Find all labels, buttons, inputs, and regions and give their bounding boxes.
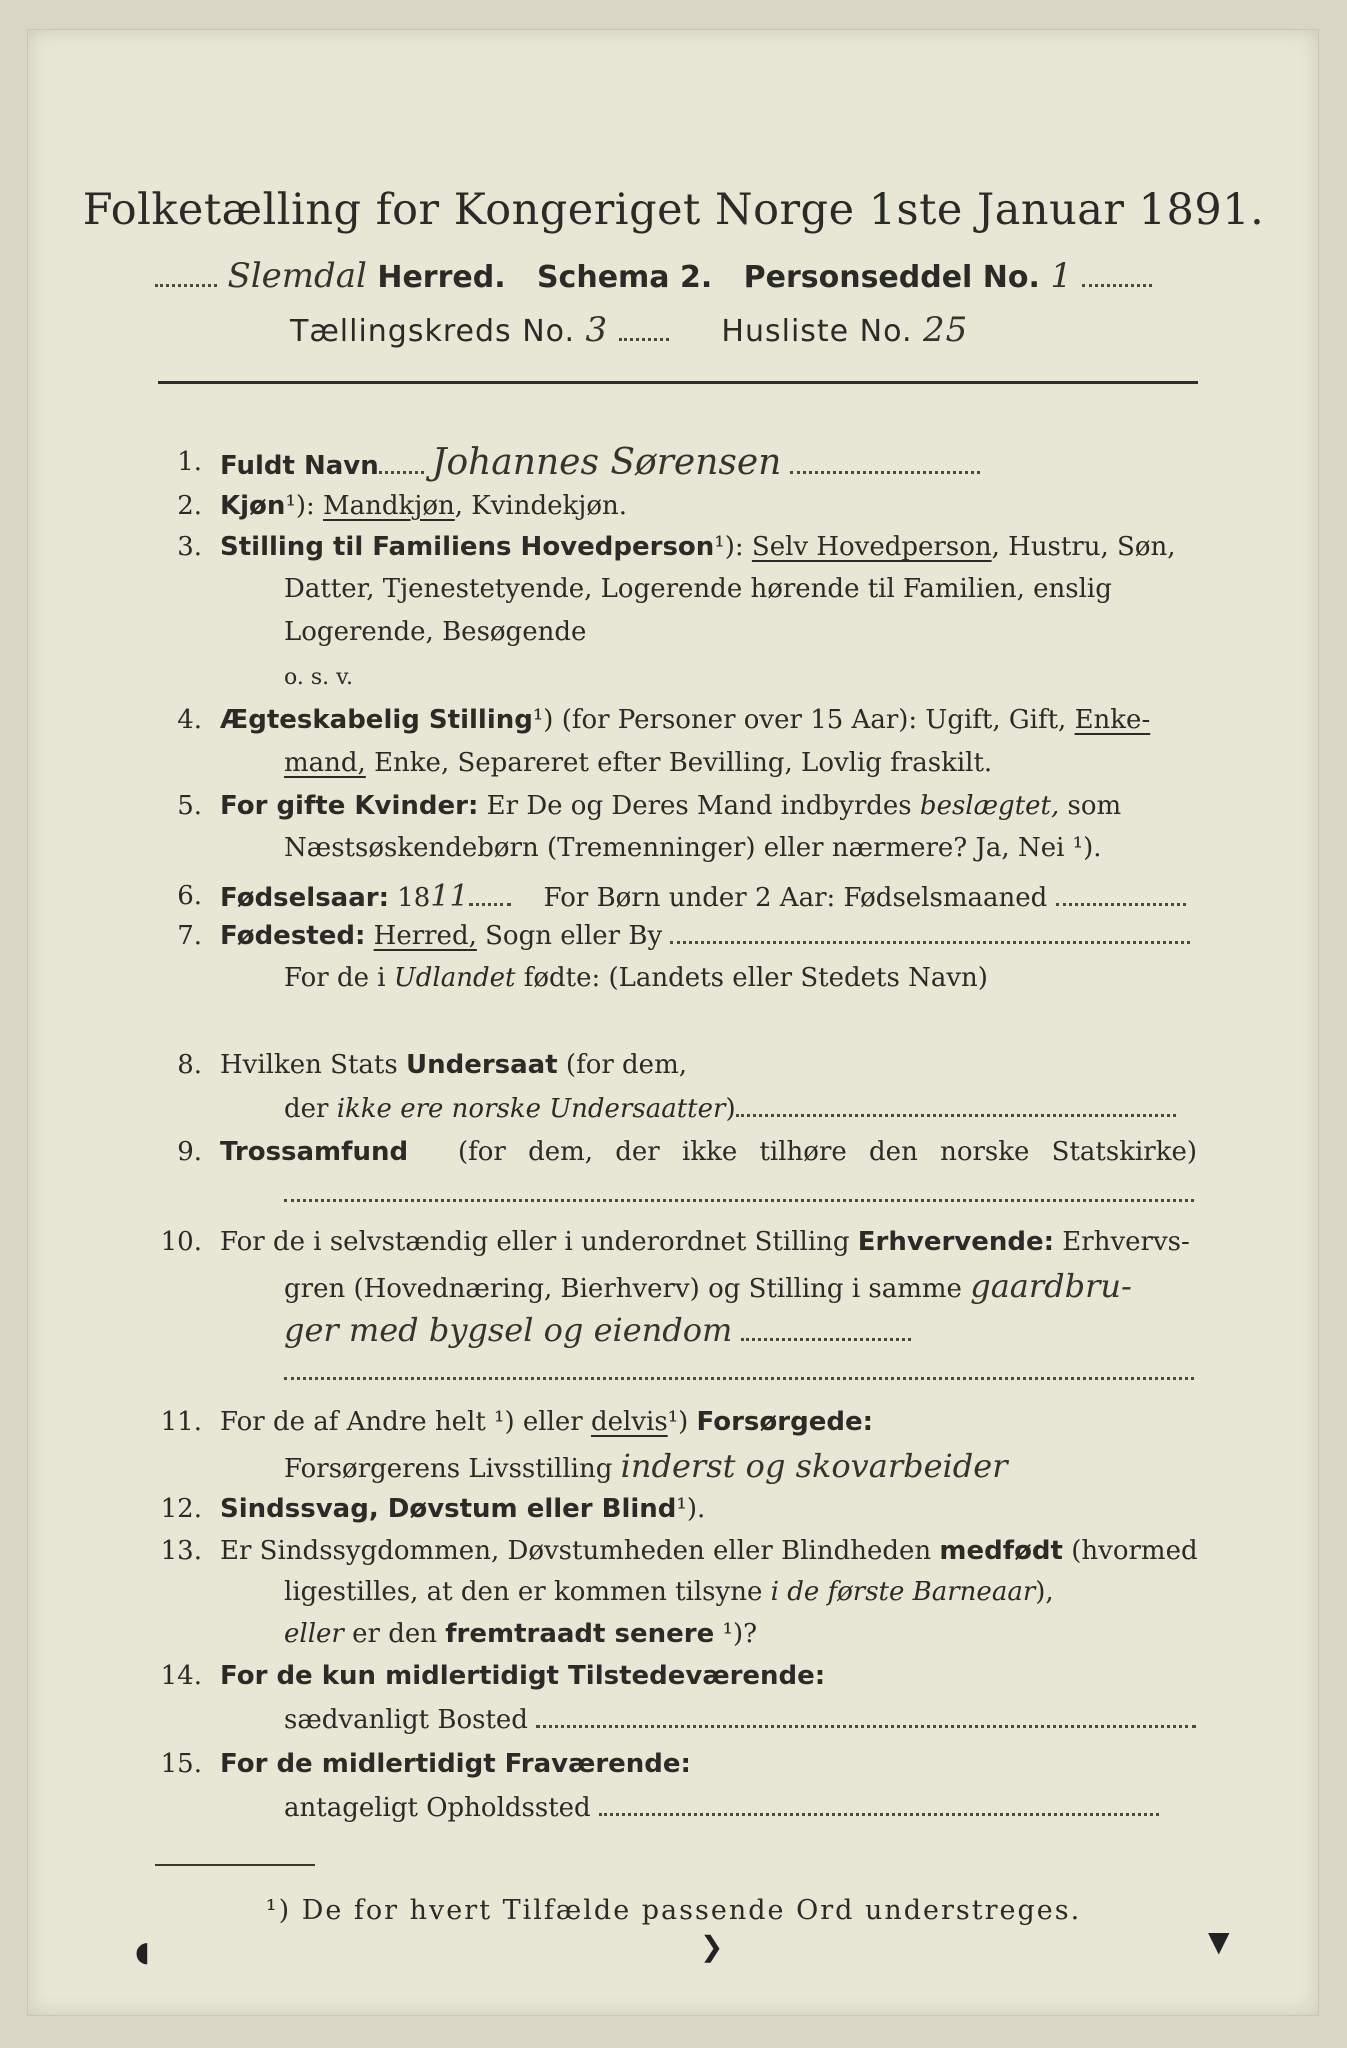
header-rule (158, 381, 1198, 384)
item-number: 9. (177, 1137, 202, 1167)
personseddel-no: 1 (1050, 256, 1072, 296)
dotted-leader (284, 1198, 1194, 1202)
item-text: For Børn under 2 Aar: Fødselsmaaned (543, 883, 1048, 913)
item-11-line-2 (284, 1444, 1197, 1492)
item-10-line-2 (284, 1264, 1197, 1312)
option: Kvindekjøn. (471, 491, 627, 521)
item-text: fødte: (Landets eller Stedets Navn) (523, 963, 988, 993)
item-text: (for dem, (565, 1050, 687, 1080)
footnote-ref: ¹) (667, 1407, 689, 1437)
dotted-leader (379, 470, 424, 474)
item-number: 7. (177, 921, 202, 951)
footnote-ref: ¹). (676, 1494, 706, 1524)
item-text: er den (352, 1619, 437, 1649)
option-selected: mand, (284, 748, 366, 778)
item-4-line (220, 698, 1197, 743)
item-text: Hvilken Stats (220, 1050, 398, 1080)
footnote-ref: ¹): (285, 491, 315, 521)
item-text: som (1067, 791, 1122, 821)
options: Datter, Tjenestetyende, Logerende hørende til Familien, enslig (284, 574, 1112, 604)
taellingskreds-line (290, 310, 1110, 356)
husliste-label: Husliste No. (721, 314, 913, 349)
item-label: Erhvervende: (857, 1227, 1055, 1257)
herred-name: Slemdal (227, 256, 367, 296)
item-2-line: Kjøn¹): Mandkjøn, Kvindekjøn. (220, 491, 627, 521)
item-text: For de i selvstændig eller i underordnet Stilling (220, 1227, 850, 1257)
item-text: Udlandet (393, 963, 516, 993)
item-label: Fødselsaar: (220, 883, 389, 913)
item-label: Fødested: (220, 921, 366, 951)
options: Enke, Separeret efter Bevilling, Lovlig fraskilt. (374, 748, 993, 778)
item-text: ikke ere norske Undersaatter (336, 1094, 726, 1124)
corner-mark-icon: ◖ (135, 1935, 150, 1968)
herred-label: Herred. (377, 260, 506, 295)
item-4-line-2 (284, 741, 1197, 786)
footnote: ¹) De for hvert Tilfælde passende Ord understreges. (265, 1895, 1082, 1926)
option-selected: Herred, (373, 921, 477, 951)
taellingskreds-label: Tællingskreds No. (290, 314, 575, 349)
item-label: Sindssvag, Døvstum eller Blind (220, 1494, 677, 1524)
options: Hustru, Søn, (1008, 532, 1176, 562)
item-number: 15. (160, 1749, 202, 1779)
item-number: 10. (160, 1227, 202, 1257)
item-14-line (220, 1654, 1197, 1699)
item-number: 1. (177, 447, 202, 477)
option-selected: Selv Hovedperson (751, 532, 992, 562)
dotted-leader (1082, 283, 1152, 287)
occupation-value: ger med bygsel og eiendom (284, 1311, 733, 1349)
item-1-line (220, 440, 1197, 489)
item-10-line (220, 1220, 1197, 1265)
taellingskreds-no: 3 (585, 310, 609, 350)
dotted-leader (469, 902, 511, 906)
item-text: i de første Barneaar (770, 1577, 1036, 1607)
item-7-line-2 (284, 956, 1197, 1001)
item-text: Erhvervs- (1062, 1227, 1190, 1257)
item-text: ¹) (for Personer over 15 Aar): Ugift, Gift, (532, 705, 1067, 735)
item-15-line (220, 1742, 1197, 1787)
item-label: Ægteskabelig Stilling (220, 705, 533, 735)
item-9-line (220, 1130, 1197, 1175)
item-number: 3. (177, 532, 202, 562)
dotted-leader (670, 940, 1190, 944)
item-text: ), (1035, 1577, 1054, 1607)
full-name-value: Johannes Sørensen (432, 442, 782, 483)
husliste-no: 25 (923, 310, 969, 350)
schema-label: Schema 2. (536, 260, 713, 295)
item-label: Fuldt Navn (220, 451, 379, 481)
item-text: der (284, 1094, 329, 1124)
item-label: Forsørgede: (696, 1407, 873, 1437)
item-text: ) (725, 1094, 736, 1124)
footnote-rule (155, 1864, 315, 1866)
item-text: Er De og Deres Mand indbyrdes (486, 791, 912, 821)
item-3-line: Stilling til Familiens Hovedperson¹): Selv Hovedperson, Hustru, Søn, (220, 532, 1176, 562)
item-number: 2. (177, 491, 202, 521)
occupation-value: gaardbru- (970, 1267, 1132, 1305)
item-8-line-2 (284, 1087, 1197, 1132)
dotted-leader (536, 1724, 1196, 1728)
item-13-line (220, 1529, 1197, 1574)
item-text: Er Sindssygdommen, Døvstumheden eller Blindheden (220, 1536, 932, 1566)
item-text: Næstsøskendebørn (Tremenninger) eller nærmere? Ja, Nei ¹). (284, 833, 1102, 863)
year-prefix: 18 (397, 883, 431, 913)
item-number: 13. (160, 1536, 202, 1566)
item-number: 11. (160, 1407, 202, 1437)
item-label: For de kun midlertidigt Tilstedeværende: (220, 1661, 826, 1691)
dotted-leader (599, 1812, 1159, 1816)
item-5-line (220, 784, 1197, 829)
item-12-line (220, 1487, 1197, 1532)
item-text: (hvormed (1071, 1536, 1198, 1566)
item-text: sædvanligt Bosted (284, 1705, 528, 1735)
form-title: Folketælling for Kongeriget Norge 1ste Januar 1891. (82, 185, 1265, 235)
item-text: ligestilles, at den er kommen tilsyne (284, 1577, 763, 1607)
item-13-line-3 (284, 1612, 1197, 1657)
item-number: 6. (177, 881, 202, 911)
dotted-leader (155, 283, 217, 287)
item-label: medfødt (939, 1536, 1063, 1566)
item-text: Forsørgerens Livsstilling (284, 1454, 613, 1484)
item-text: eller (284, 1619, 344, 1649)
option-selected: Enke- (1074, 705, 1151, 735)
options: Sogn eller By (485, 921, 663, 951)
item-label: Trossamfund (220, 1137, 409, 1167)
herred-line (155, 256, 1200, 302)
item-number: 12. (160, 1494, 202, 1524)
birth-year-value: 11 (430, 879, 469, 914)
item-number: 14. (160, 1661, 202, 1691)
item-13-line-2 (284, 1570, 1197, 1615)
item-11-line (220, 1400, 1197, 1445)
item-text: (for dem, der ikke tilhøre den norske Statskirke) (457, 1137, 1197, 1167)
item-number: 4. (177, 705, 202, 735)
item-number: 8. (177, 1050, 202, 1080)
item-text: For de af Andre helt ¹) eller (220, 1407, 583, 1437)
dotted-leader (736, 1113, 1176, 1117)
options: o. s. v. (284, 665, 353, 690)
item-label: Stilling til Familiens Hovedperson (220, 532, 715, 562)
option-selected: delvis (590, 1407, 668, 1437)
item-label: For gifte Kvinder: (220, 791, 479, 821)
provider-occupation-value: inderst og skovarbeider (620, 1447, 1008, 1485)
personseddel-label: Personseddel No. (743, 260, 1040, 295)
item-text: antageligt Opholdssted (284, 1793, 591, 1823)
item-label: Undersaat (405, 1050, 558, 1080)
item-label: fremtraadt senere (445, 1619, 715, 1649)
item-7-line (220, 914, 1197, 959)
dotted-leader (284, 1376, 1194, 1380)
item-text: beslægtet, (919, 791, 1060, 821)
corner-mark-icon: ▼ (1208, 1925, 1230, 1958)
dotted-leader (790, 470, 980, 474)
option-selected: Mandkjøn (323, 491, 455, 521)
footnote-ref: ¹): (714, 532, 744, 562)
item-15-line-2 (284, 1786, 1197, 1831)
footnote-ref: ¹)? (722, 1619, 758, 1649)
item-label: Kjøn (220, 491, 286, 521)
center-mark-icon: ❯ (700, 1930, 724, 1963)
dotted-leader (1056, 902, 1186, 906)
dotted-leader (619, 337, 669, 341)
item-8-line (220, 1043, 1197, 1088)
item-10-line-3 (284, 1308, 1197, 1356)
item-number: 5. (177, 791, 202, 821)
item-14-line-2 (284, 1698, 1197, 1743)
item-text: For de i (284, 963, 386, 993)
item-label: For de midlertidigt Fraværende: (220, 1749, 691, 1779)
item-text: gren (Hovednæring, Bierhverv) og Stilling i samme (284, 1274, 962, 1304)
options: Logerende, Besøgende (284, 617, 587, 647)
dotted-leader (741, 1337, 911, 1341)
